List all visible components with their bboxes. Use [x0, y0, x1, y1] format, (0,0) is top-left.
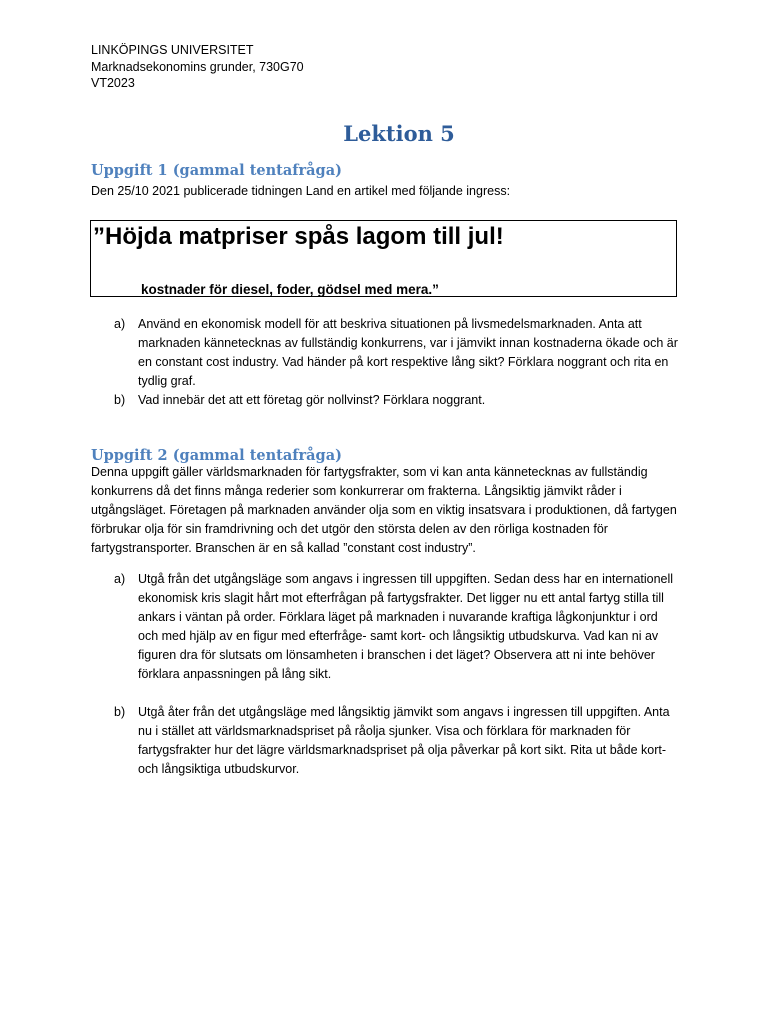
- task1-heading: Uppgift 1 (gammal tentafråga): [91, 162, 342, 179]
- task2-intro: Denna uppgift gäller världsmarknaden för fartygsfrakter, som vi kan anta kännetecknas av fullständig konkurrens då det finns många rederier som konkurrerar om frakterna. Långsiktig jämvikt råder i utgångsläget. Företagen på marknaden använder olja som en viktig insatsvara i produktionen, då fartygen förbrukar olja för sin framdrivning och det utgör den största delen av den rörliga kostnaden för fartygstransporter. Branschen är en så kallad ”constant cost industry”.: [91, 465, 677, 555]
- task1-intro: Den 25/10 2021 publicerade tidningen Land en artikel med följande ingress:: [91, 184, 511, 198]
- question-text: Vad innebär det att ett företag gör nollvinst? Förklara noggrant.: [138, 393, 486, 407]
- task2-question-list: [91, 570, 681, 779]
- list-marker: a): [114, 317, 126, 331]
- task2-heading: Uppgift 2 (gammal tentafråga): [91, 447, 342, 464]
- list-marker: a): [114, 572, 126, 586]
- list-item: [91, 315, 681, 391]
- task1-question-list: [91, 315, 681, 410]
- list-item: [91, 391, 681, 410]
- quote-tail: kostnader för diesel, foder, gödsel med mera.”: [141, 282, 439, 297]
- list-item: [91, 703, 681, 779]
- university-name: LINKÖPINGS UNIVERSITET: [91, 43, 254, 57]
- quote-box: [90, 220, 677, 297]
- question-text: Utgå från det utgångsläge som angavs i ingressen till uppgiften. Sedan dess har en internationell ekonomisk kris slagit hårt mot efterfrågan på fartygsfrakter. Det ligger nu ett antal fartyg stilla till ankars i väntan på order. Förklara läget på marknaden i nuvarande kraftiga lågkonjunktur i ord och med hjälp av en figur med efterfråge- samt kort- och långsiktig utbudskurva. Vad kan ni av figuren dra för slutsats om lönsamheten i branschen i det läget? Observera att ni inte behöver förklara anpassningen på lång sikt.: [138, 572, 674, 681]
- page-title: Lektion 5: [343, 121, 455, 146]
- term: VT2023: [91, 76, 135, 90]
- quote-headline: ”Höjda matpriser spås lagom till jul!: [93, 223, 504, 250]
- document-header: [91, 42, 304, 92]
- question-text: Utgå åter från det utgångsläge med långsiktig jämvikt som angavs i ingressen till uppgiften. Anta nu i stället att världsmarknadspriset på råolja sjunker. Visa och förklara för marknaden för fartygsfrakter hur det lägre världsmarknadspriset på olja påverkar på kort sikt. Rita ut både kort- och långsiktiga utbudskurvor.: [138, 705, 670, 776]
- question-text: Använd en ekonomisk modell för att beskriva situationen på livsmedelsmarknaden. Anta att marknaden kännetecknas av fullständig konkurrens, var i jämvikt innan kostnaderna ökade och är en constant cost industry. Vad händer på kort respektive lång sikt? Förklara noggrant och rita en tydlig graf.: [138, 317, 678, 388]
- course-name: Marknadsekonomins grunder, 730G70: [91, 59, 304, 74]
- list-marker: b): [114, 705, 126, 719]
- list-marker: b): [114, 393, 126, 407]
- list-item: [91, 570, 681, 684]
